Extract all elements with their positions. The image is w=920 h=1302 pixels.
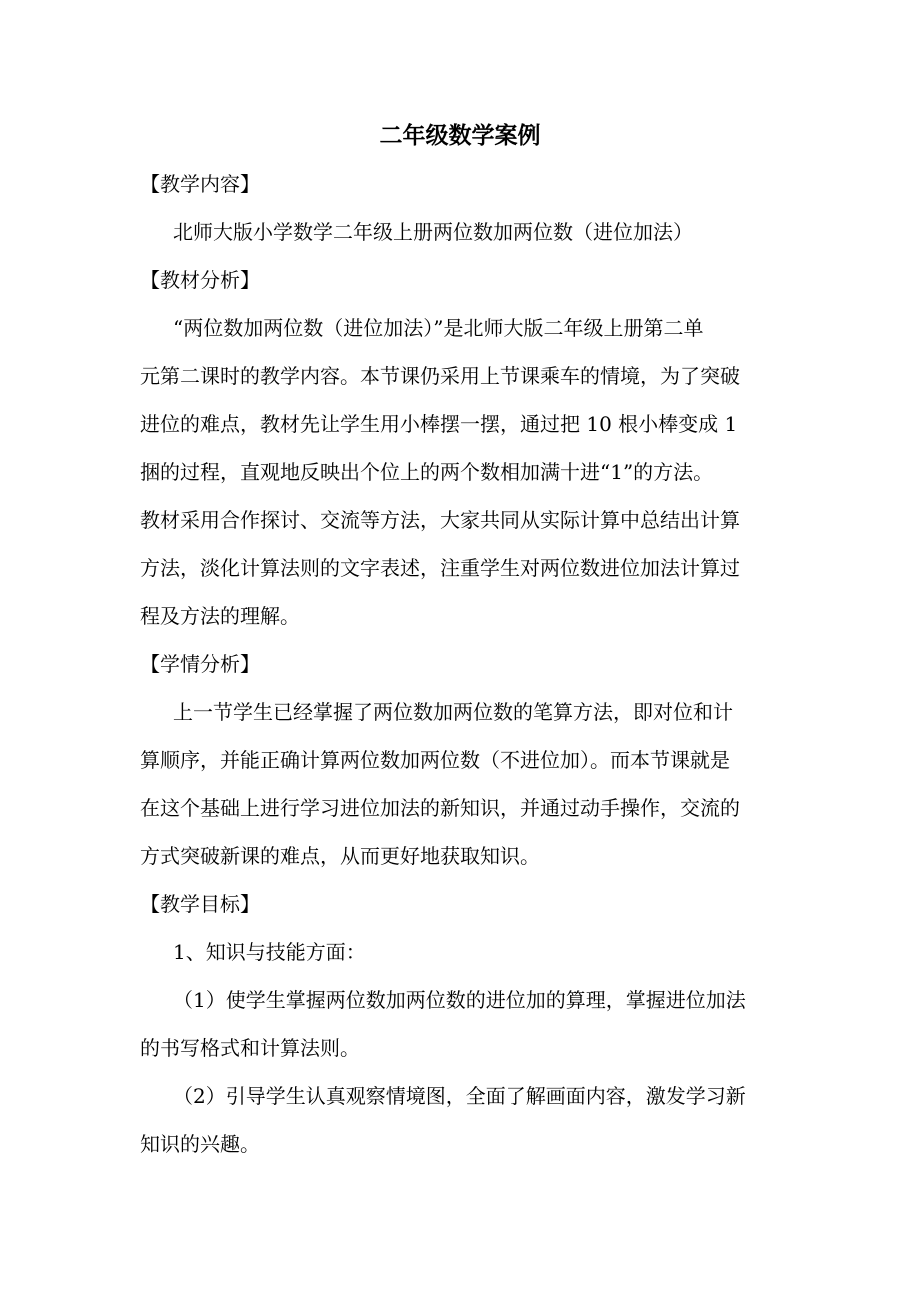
material-paragraph xyxy=(140,304,780,640)
document-page xyxy=(140,112,780,1168)
goal-item-1-1-line-2: 的书写格式和计算法则。 xyxy=(140,1036,360,1060)
section-heading-content: 【教学内容】 xyxy=(140,172,260,196)
students-line-4: 方式突破新课的难点，从而更好地获取知识。 xyxy=(140,844,540,868)
material-line-2: 元第二课时的教学内容。本节课仍采用上节课乘车的情境，为了突破 xyxy=(140,364,740,388)
material-line-4: 捆的过程，直观地反映出个位上的两个数相加满十进“1”的方法。 xyxy=(140,460,714,484)
students-line-3: 在这个基础上进行学习进位加法的新知识，并通过动手操作，交流的 xyxy=(140,796,740,820)
page-title: 二年级数学案例 xyxy=(379,123,541,149)
goal-item-1-2-line-1: （2）引导学生认真观察情境图，全面了解画面内容，激发学习新 xyxy=(173,1084,746,1108)
material-line-5: 教材采用合作探讨、交流等方法，大家共同从实际计算中总结出计算 xyxy=(140,508,740,532)
students-line-1: 上一节学生已经掌握了两位数加两位数的笔算方法，即对位和计 xyxy=(173,700,733,724)
students-paragraph xyxy=(140,688,780,880)
goal-item-1-2 xyxy=(140,1072,780,1168)
students-line-2: 算顺序，并能正确计算两位数加两位数（不进位加）。而本节课就是 xyxy=(140,748,730,772)
section-heading-students: 【学情分析】 xyxy=(140,652,260,676)
material-line-1: “两位数加两位数（进位加法）”是北师大版二年级上册第二单 xyxy=(173,316,704,340)
content-line: 北师大版小学数学二年级上册两位数加两位数（进位加法） xyxy=(173,220,693,244)
goal-item-1-1-line-1: （1）使学生掌握两位数加两位数的进位加的算理，掌握进位加法 xyxy=(173,988,746,1012)
material-line-3: 进位的难点，教材先让学生用小棒摆一摆，通过把 10 根小棒变成 1 xyxy=(140,412,738,436)
material-line-6: 方法，淡化计算法则的文字表述，注重学生对两位数进位加法计算过 xyxy=(140,556,740,580)
goal-item-1: 1、知识与技能方面： xyxy=(173,940,366,964)
goal-item-1-2-line-2: 知识的兴趣。 xyxy=(140,1132,260,1156)
section-heading-material: 【教材分析】 xyxy=(140,268,260,292)
material-line-7: 程及方法的理解。 xyxy=(140,604,300,628)
section-heading-goals: 【教学目标】 xyxy=(140,892,260,916)
goal-item-1-1 xyxy=(140,976,780,1072)
